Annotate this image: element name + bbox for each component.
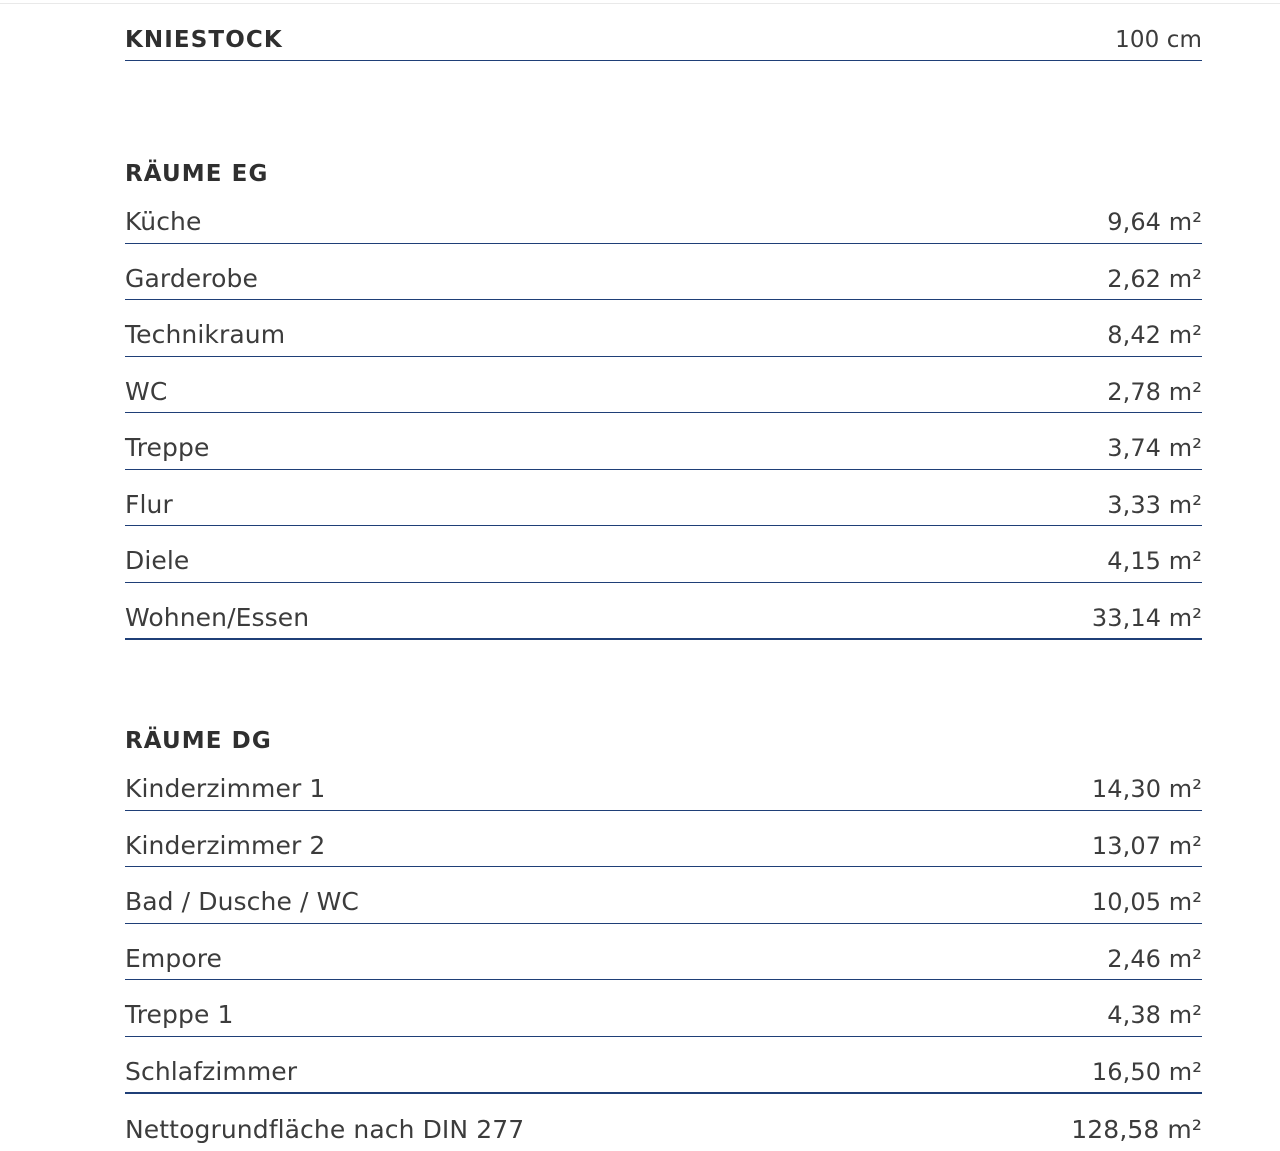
content-column: [125, 0, 1202, 1151]
kniestock-label: KNIESTOCK: [125, 27, 283, 53]
room-row: [125, 547, 1202, 583]
room-area: 14,30 m²: [1091, 775, 1202, 804]
room-label: Diele: [125, 546, 190, 576]
room-row: [125, 208, 1202, 244]
room-row: [125, 434, 1202, 470]
room-row: [125, 1001, 1202, 1037]
room-row: [125, 265, 1202, 301]
room-area: 8,42 m²: [1107, 321, 1202, 350]
room-label: WC: [125, 376, 168, 406]
room-label: Bad / Dusche / WC: [125, 887, 359, 917]
room-label: Empore: [125, 943, 223, 973]
section-raeume-eg: [125, 161, 1202, 640]
total-value: 128,58 m²: [1071, 1115, 1202, 1145]
section-dg-title: RÄUME DG: [125, 728, 272, 755]
room-label: Technikraum: [125, 320, 286, 350]
total-label: Nettogrundfläche nach DIN 277: [125, 1115, 525, 1145]
room-label: Schlafzimmer: [125, 1056, 298, 1086]
room-label: Kinderzimmer 2: [125, 830, 326, 860]
kniestock-value: 100 cm: [1115, 27, 1202, 53]
room-label: Treppe: [125, 433, 210, 463]
room-area: 4,38 m²: [1107, 1001, 1202, 1030]
room-label: Treppe 1: [125, 1000, 234, 1030]
room-area: 13,07 m²: [1091, 831, 1202, 860]
room-area: 9,64 m²: [1107, 208, 1202, 237]
room-label: Flur: [125, 489, 173, 519]
room-area: 16,50 m²: [1091, 1057, 1202, 1086]
room-row: [125, 491, 1202, 527]
total-row: [125, 1116, 1202, 1151]
room-row: [125, 1058, 1202, 1095]
room-row: [125, 832, 1202, 868]
room-area: 2,78 m²: [1107, 377, 1202, 406]
room-area: 2,62 m²: [1107, 264, 1202, 293]
room-area: 4,15 m²: [1107, 547, 1202, 576]
section-dg-title-wrap: [125, 728, 1202, 754]
room-row: [125, 321, 1202, 357]
room-label: Wohnen/Essen: [125, 602, 310, 632]
room-area: 33,14 m²: [1091, 603, 1202, 632]
room-row: [125, 378, 1202, 414]
kniestock-row: [125, 0, 1202, 61]
section-eg-title: RÄUME EG: [125, 161, 269, 188]
room-area: 3,74 m²: [1107, 434, 1202, 463]
room-label: Küche: [125, 207, 202, 237]
section-eg-title-wrap: [125, 161, 1202, 187]
room-area: 3,33 m²: [1107, 490, 1202, 519]
room-label: Garderobe: [125, 263, 258, 293]
section-raeume-dg: [125, 728, 1202, 1094]
room-area: 10,05 m²: [1091, 888, 1202, 917]
room-area: 2,46 m²: [1107, 944, 1202, 973]
room-row: [125, 775, 1202, 811]
room-label: Kinderzimmer 1: [125, 774, 326, 804]
room-row: [125, 888, 1202, 924]
room-row: [125, 604, 1202, 641]
room-row: [125, 945, 1202, 981]
